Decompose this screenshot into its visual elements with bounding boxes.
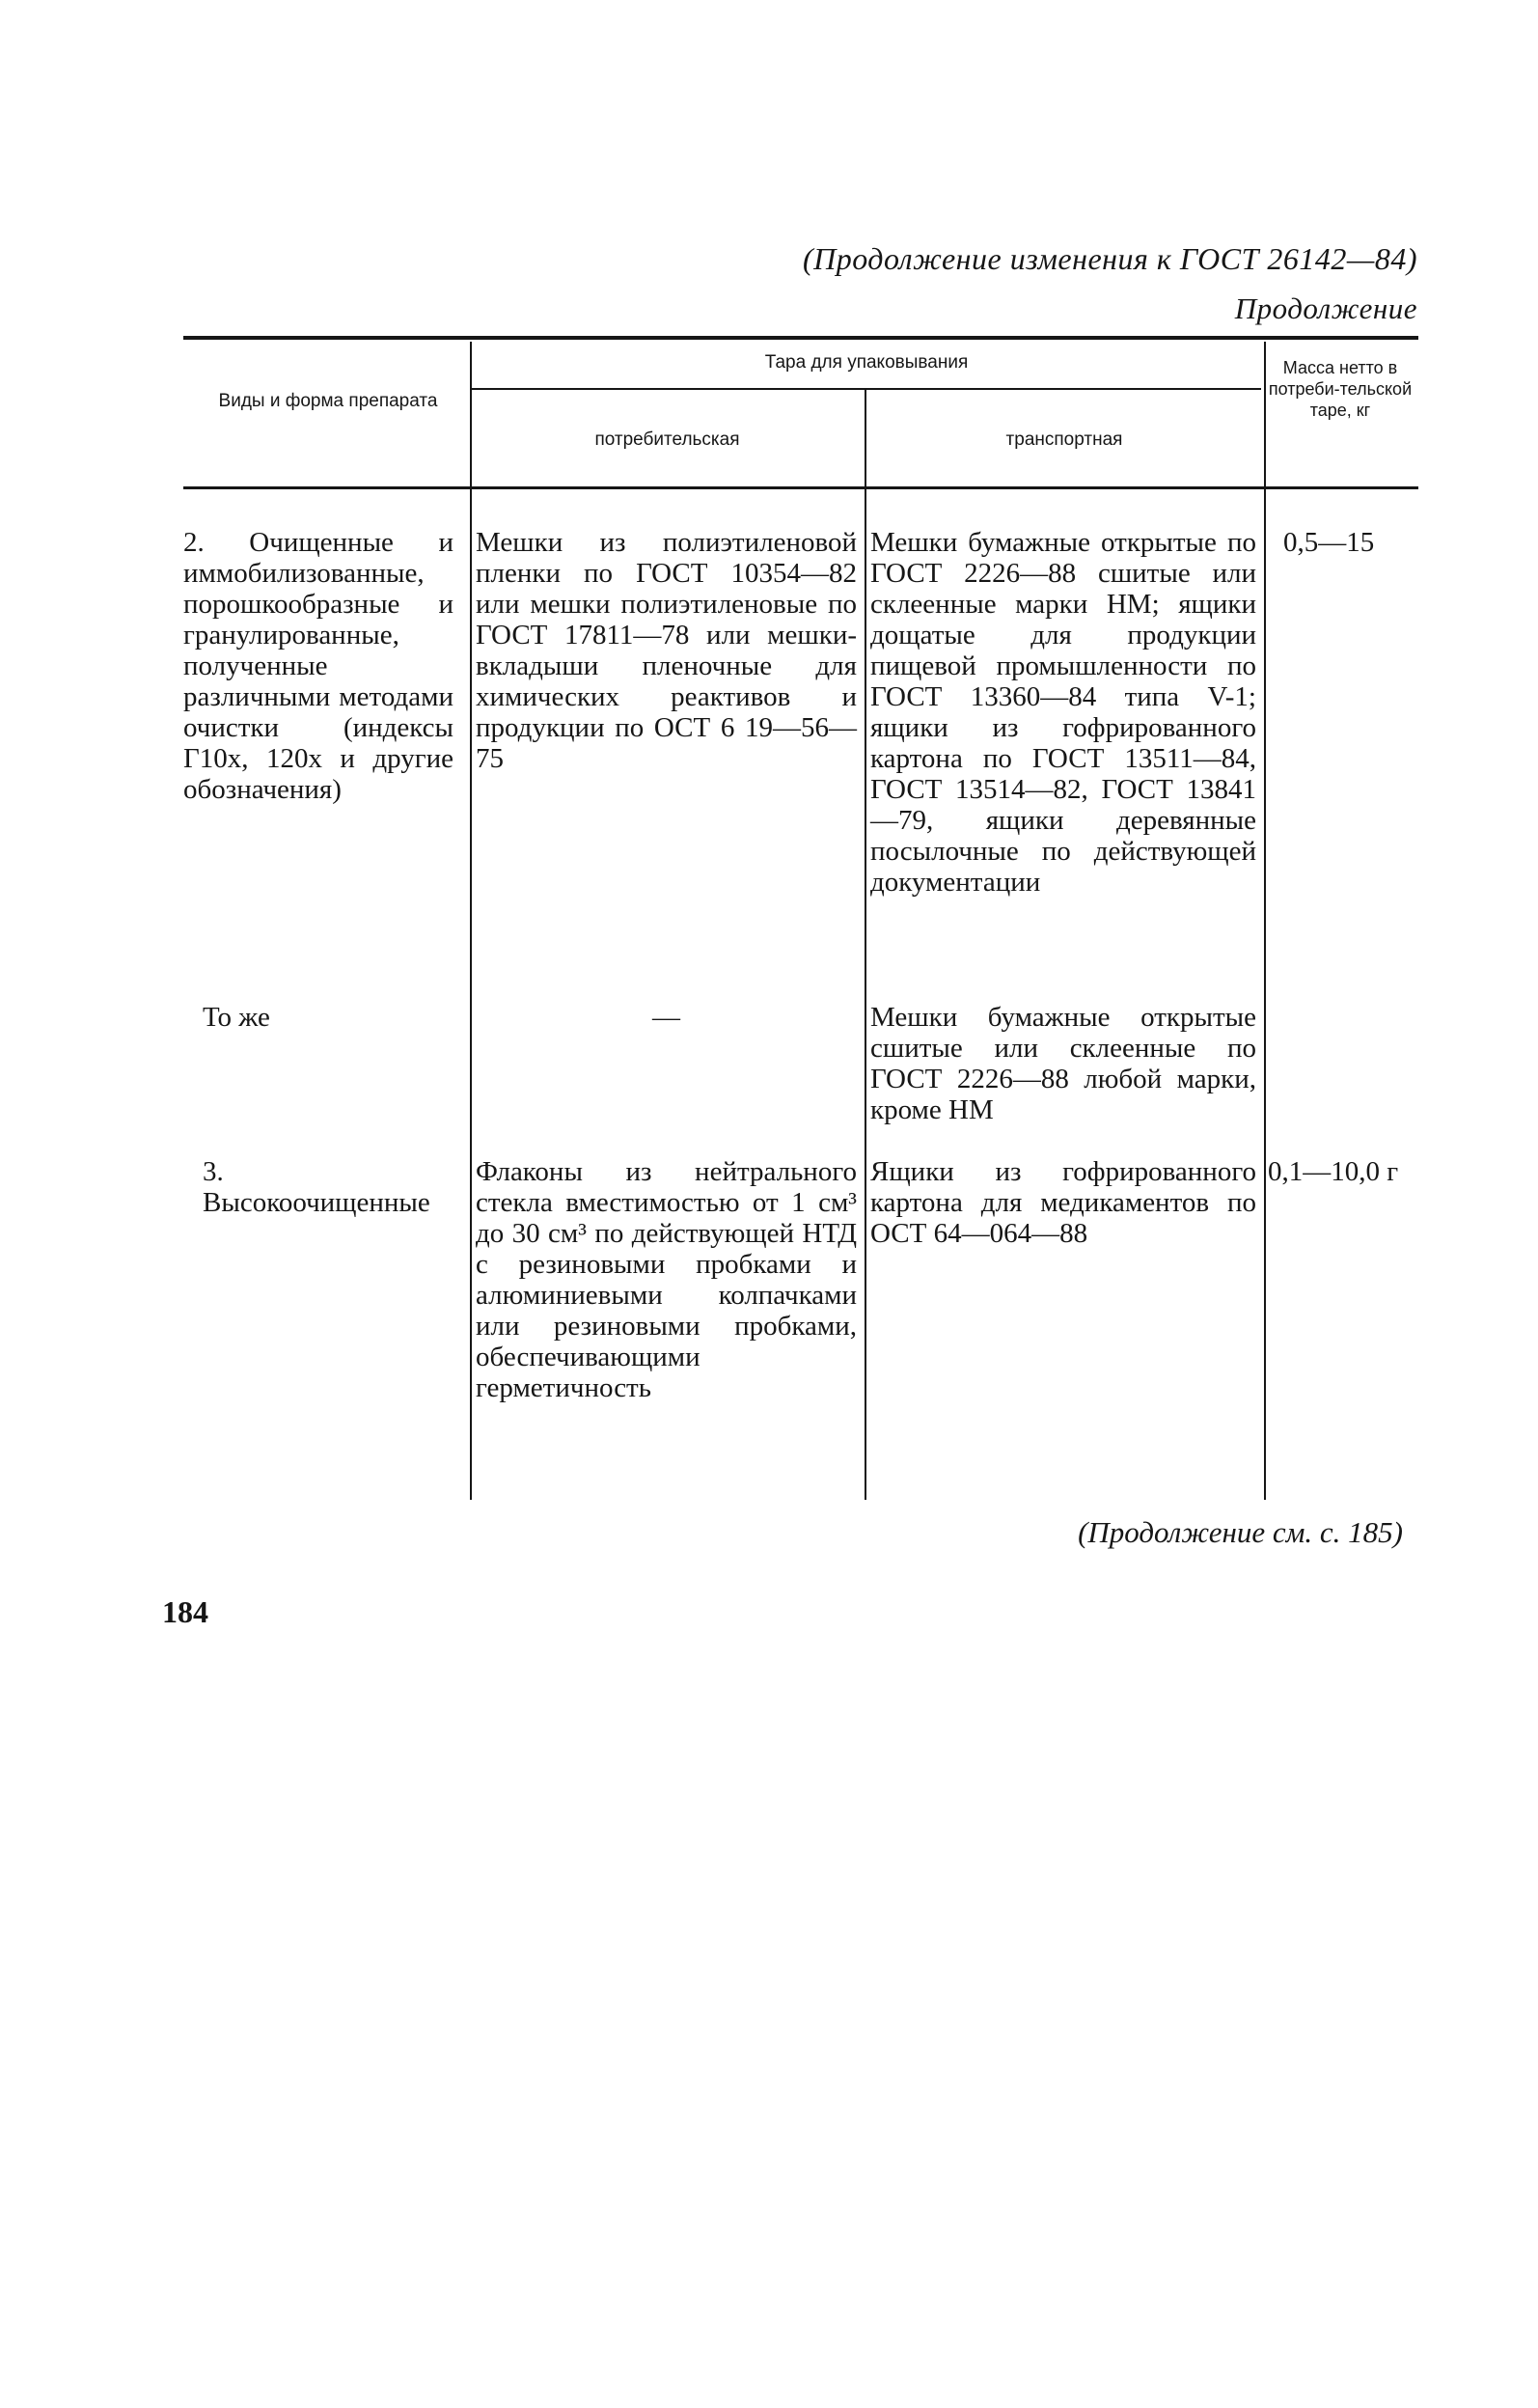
row3-consumer: Флаконы из нейтрального стекла вместимостью от 1 см³ до 30 см³ по действующей НТД с резиновыми пробками и алюминиевыми колпачками или резиновыми пробками, обеспечивающими герметичность [476,1156,857,1403]
header-packaging: Тара для упаковывания [764,352,969,373]
col-divider-3 [1264,342,1266,1500]
page-number: 184 [162,1594,208,1629]
row1-mass: 0,5—15 [1283,527,1375,558]
header-type: Виды и форма препарата [218,391,438,411]
header-consumer: потребительская [594,429,740,450]
continuation-footer: (Продолжение см. с. 185) [1078,1515,1403,1549]
col-divider-1 [470,342,472,1500]
row1-transport: Мешки бумажные открытые по ГОСТ 2226—88 сшитые или склеенные марки НМ; ящики дощатые для продукции пищевой промышленности по ГОСТ 13360—84 типа V-1; ящики из гофрированного картона по ГОСТ 13511—84, ГОСТ 13514—82, ГОСТ 13841—79, ящики деревянные посылочные по действующей документации [870,527,1256,898]
header-mass: Масса нетто в потреби-тельской таре, кг [1268,358,1413,420]
continuation-header: (Продолжение изменения к ГОСТ 26142—84) [802,241,1417,276]
header-transport: транспортная [1005,429,1123,450]
row3-type: 3. Высокоочищенные [203,1156,430,1218]
header-bottom-rule [183,486,1418,489]
row3-mass: 0,1—10,0 г [1268,1156,1399,1187]
row2-consumer: — [652,1002,680,1033]
table-top-rule [183,336,1418,340]
packaging-table [183,336,1418,1504]
col-divider-2 [865,390,866,1500]
row1-type: 2. Очищенные и иммобилизованные, порошкообразные и гранулированные, полученные различными методами очистки (индексы Г10х, 120х и другие обозначения) [183,527,453,805]
continued-label: Продолжение [1234,291,1417,325]
row2-type: То же [203,1002,270,1033]
row3-transport: Ящики из гофрированного картона для медикаментов по ОСТ 64—064—88 [870,1156,1256,1249]
row2-transport: Мешки бумажные открытые сшитые или склеенные по ГОСТ 2226—88 любой марки, кроме НМ [870,1002,1256,1125]
row1-consumer: Мешки из полиэтиленовой пленки по ГОСТ 10354—82 или мешки полиэтиленовые по ГОСТ 17811—78 или мешки-вкладыши пленочные для химических реактивов и продукции по ОСТ 6 19—56—75 [476,527,857,774]
